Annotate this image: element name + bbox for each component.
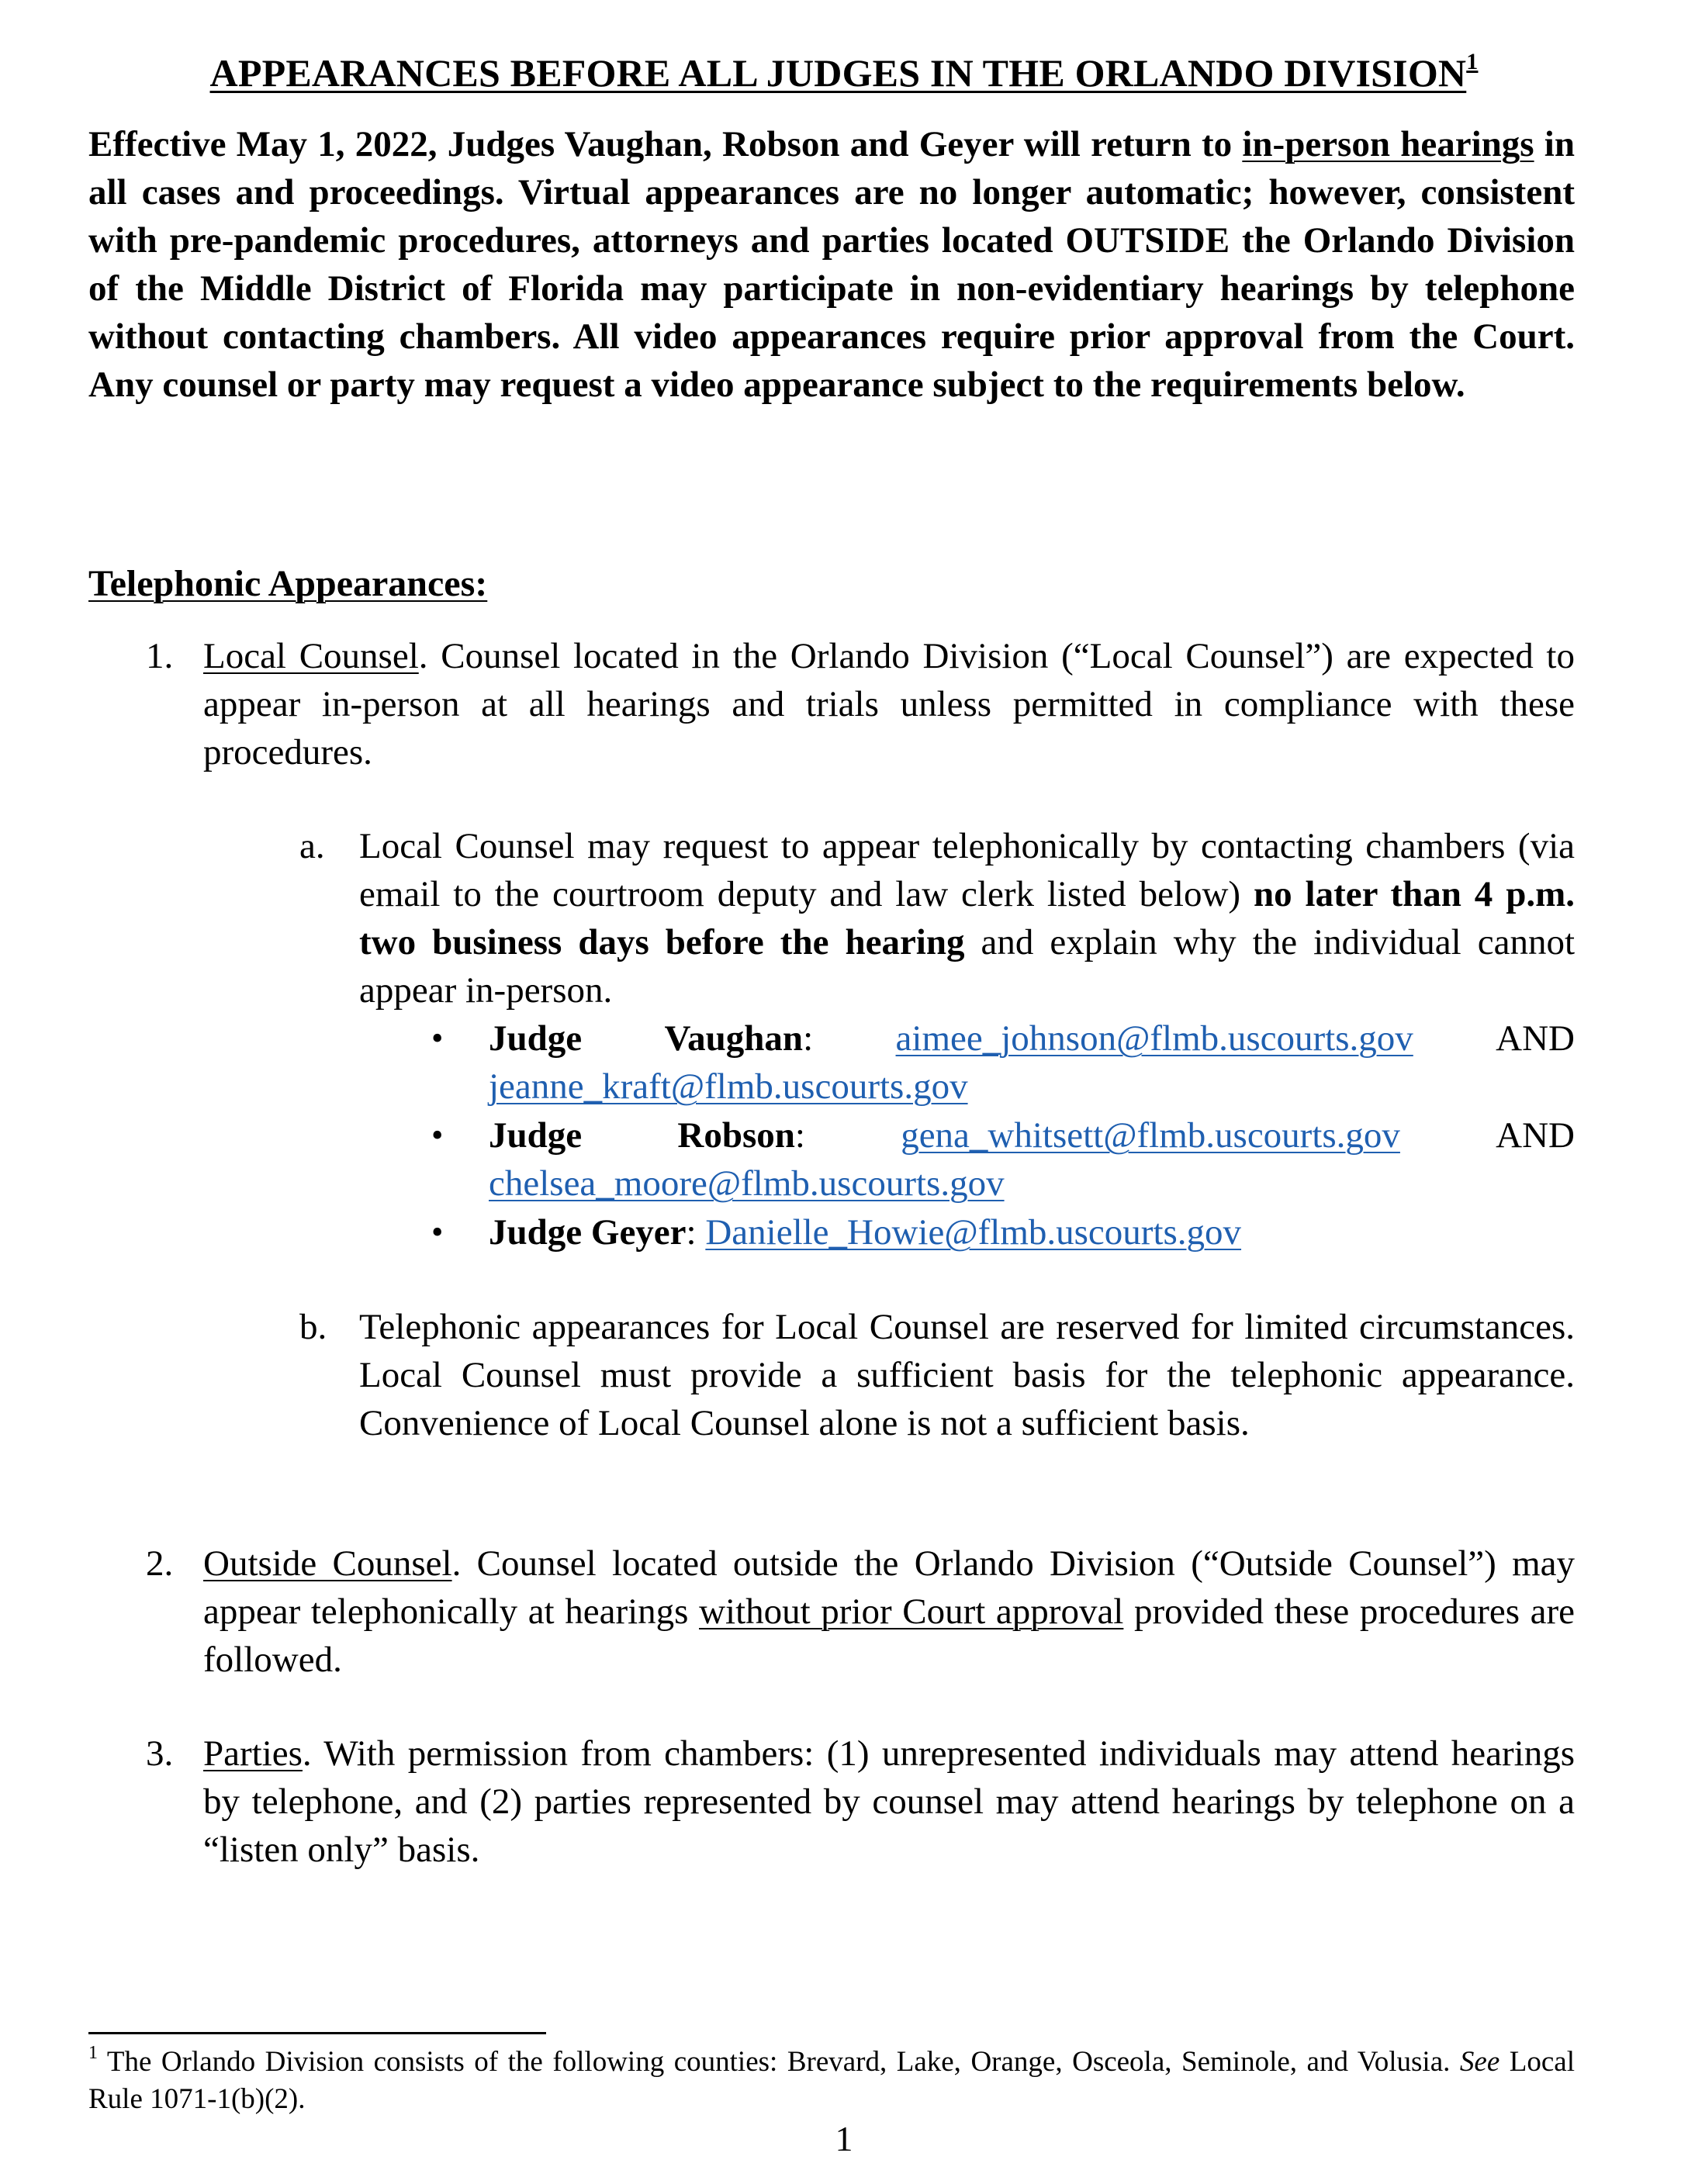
- footnote-italic-see: See: [1459, 2046, 1500, 2078]
- item-2-outside-counsel: [203, 1540, 1575, 1684]
- email-danielle-howie[interactable]: Danielle_Howie@flmb.uscourts.gov: [705, 1212, 1242, 1253]
- item-1-text: . Counsel located in the Orlando Division (“Local Counsel”) are expected to appear in-person at all hearings and trials unless permitted in compliance with these procedures.: [203, 636, 1575, 772]
- footnote-text2: Local Rule 1071-1(b)(2).: [88, 2046, 1576, 2115]
- subitem-a-marker: a.: [299, 826, 325, 866]
- and-robson: AND: [1496, 1115, 1575, 1156]
- subitem-a-text1: Local Counsel may request to appear telephonically by contacting chambers (via email to the courtroom deputy and law clerk listed below): [359, 826, 1575, 914]
- item-1-marker: 1.: [146, 636, 174, 676]
- intro-part1: Effective May 1, 2022, Judges Vaughan, Robson and Geyer will return to: [88, 124, 1243, 164]
- judge-vaughan-colon: :: [803, 1018, 814, 1059]
- bullet-robson: •: [431, 1116, 444, 1154]
- item-3-label: Parties: [203, 1733, 303, 1774]
- item-2-label: Outside Counsel: [203, 1543, 452, 1584]
- item-3-marker: 3.: [146, 1733, 174, 1774]
- judge-geyer-colon: :: [686, 1212, 706, 1253]
- contact-robson: [489, 1111, 1575, 1208]
- subitem-a-deadline: no later than 4 p.m. two business days before the hearing: [359, 874, 1575, 962]
- bullet-vaughan: •: [431, 1019, 444, 1057]
- page-number: 1: [835, 2119, 853, 2158]
- footnote-divider: [88, 2032, 546, 2034]
- footnote-text1: The Orlando Division consists of the following counties: Brevard, Lake, Orange, Osceola, Seminole, and Volusia.: [98, 2046, 1460, 2078]
- item-2-underlined: without prior Court approval: [699, 1591, 1124, 1632]
- email-aimee-johnson[interactable]: aimee_johnson@flmb.uscourts.gov: [895, 1018, 1413, 1059]
- contact-geyer: [489, 1208, 1575, 1256]
- item-3-parties: [203, 1730, 1575, 1874]
- subitem-a-text: [359, 822, 1575, 1014]
- judge-robson-colon: :: [794, 1115, 805, 1156]
- footnote-number: 1: [88, 2043, 98, 2063]
- item-2-text2: provided these procedures are followed.: [203, 1591, 1576, 1680]
- in-person-hearings-emphasis: in-person hearings: [1242, 124, 1534, 164]
- contact-vaughan: [489, 1014, 1575, 1111]
- item-1-label: Local Counsel: [203, 636, 419, 676]
- title-text: APPEARANCES BEFORE ALL JUDGES IN THE ORLANDO DIVISION: [209, 51, 1467, 95]
- item-3-text: . With permission from chambers: (1) unrepresented individuals may attend hearings by telephone, and (2) parties represented by counsel may attend hearings by telephone on a “listen only” basis.: [203, 1733, 1575, 1870]
- intro-paragraph: [88, 120, 1575, 409]
- subitem-b-text: Telephonic appearances for Local Counsel are reserved for limited circumstances. Local Counsel must provide a sufficient basis for the telephonic appearance. Convenience of Local Counsel alone is not a sufficient basis.: [359, 1307, 1575, 1443]
- judge-robson-word: Judge: [489, 1115, 583, 1156]
- judge-geyer-label: Judge Geyer: [489, 1212, 687, 1253]
- footnote: [88, 2044, 1575, 2118]
- judge-vaughan-name: Vaughan: [664, 1018, 804, 1059]
- title-footnote-ref[interactable]: 1: [1466, 49, 1479, 74]
- judge-robson-name: Robson: [677, 1115, 795, 1156]
- email-jeanne-kraft[interactable]: jeanne_kraft@flmb.uscourts.gov: [489, 1066, 968, 1107]
- item-2-marker: 2.: [146, 1543, 174, 1584]
- item-1-local-counsel: [203, 632, 1575, 776]
- item-2-text1: . Counsel located outside the Orlando Division (“Outside Counsel”) may appear telephonically at hearings: [203, 1543, 1575, 1632]
- page-title: [0, 45, 1688, 101]
- judge-vaughan-word: Judge: [489, 1018, 583, 1059]
- subitem-a-text2: and explain why the individual cannot appear in-person.: [359, 922, 1575, 1011]
- subitem-b-marker: b.: [299, 1307, 327, 1347]
- intro-part2: in all cases and proceedings. Virtual appearances are no longer automatic; however, consistent with pre-pandemic procedures, attorneys and parties located OUTSIDE the Orlando Division of the Middle District of Florida may participate in non-evidentiary hearings by telephone without contacting chambers. All video appearances require prior approval from the Court. Any counsel or party may request a video appearance subject to the requirements below.: [88, 124, 1575, 405]
- email-gena-whitsett[interactable]: gena_whitsett@flmb.uscourts.gov: [901, 1115, 1400, 1156]
- and-vaughan: AND: [1496, 1018, 1575, 1059]
- email-chelsea-moore[interactable]: chelsea_moore@flmb.uscourts.gov: [489, 1163, 1005, 1204]
- bullet-geyer: •: [431, 1213, 444, 1251]
- section-heading-telephonic: Telephonic Appearances:: [88, 563, 488, 604]
